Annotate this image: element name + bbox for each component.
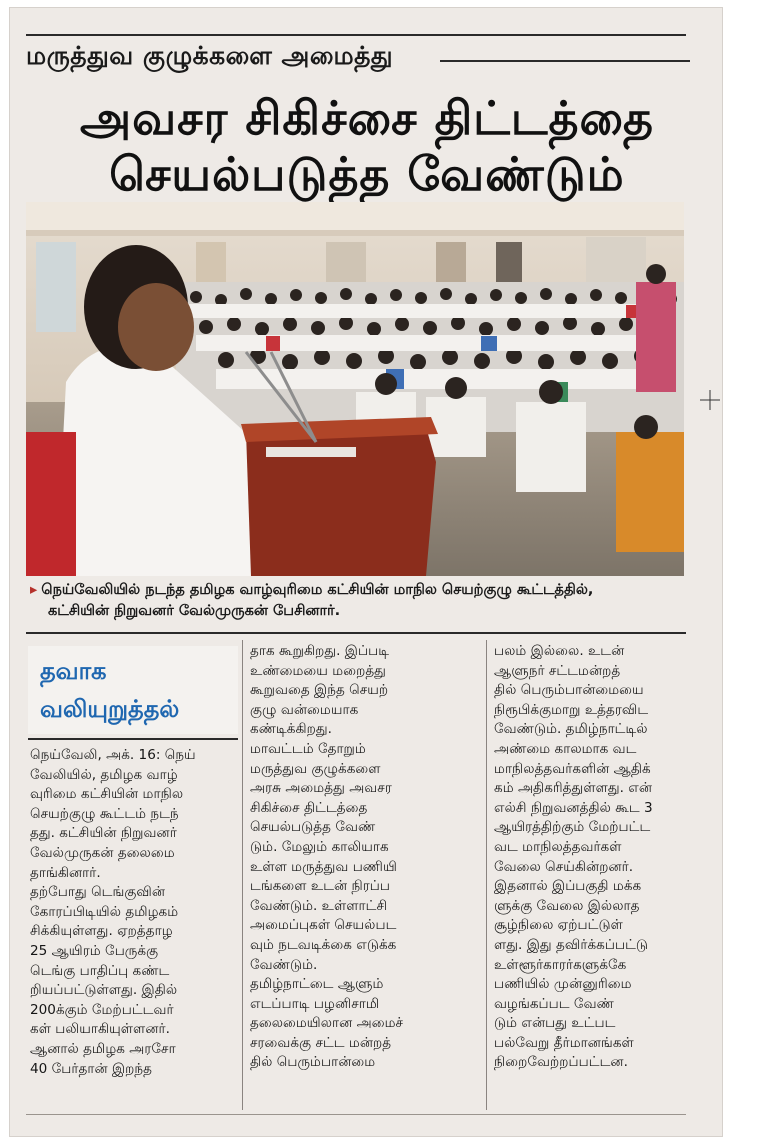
article-line: டெங்கு பாதிப்பு கண்ட: [30, 962, 170, 979]
article-line: உண்மையை மறைத்து: [250, 662, 386, 679]
top-rule: [26, 34, 686, 36]
subhead-line-1: தவாக: [40, 657, 107, 685]
article-line: பல்வேறு தீர்மானங்கள்: [494, 1034, 634, 1051]
article-line: மருத்துவ குழுக்களை: [250, 760, 381, 777]
article-line: அண்மை காலமாக வட: [494, 740, 637, 757]
speaker-at-podium-photo: [26, 202, 684, 576]
article-line: தாங்கினார்.: [30, 864, 101, 881]
subhead-rule: [28, 738, 238, 740]
crosshair-icon: [700, 390, 720, 410]
article-line: ஆளுநர் சட்டமன்றத்: [494, 662, 621, 679]
article-line: பணியில் முன்னுரிமை: [494, 976, 632, 993]
kicker: மருத்துவ குழுக்களை அமைத்து: [26, 41, 394, 70]
article-line: 200க்கும் மேற்பட்டவர்: [30, 1001, 174, 1018]
article-line: எல்சி நிறுவனத்தில் கூட 3: [494, 799, 653, 816]
article-line: தலைமையிலான அமைச்: [250, 1015, 404, 1032]
subhead-line-2: வலியுறுத்தல்: [40, 695, 180, 723]
article-line: டங்களை உடன் நிரப்ப: [250, 878, 391, 895]
article-line: வேல்முருகன் தலைமை: [30, 844, 175, 861]
article-line: கண்டிக்கிறது.: [250, 721, 333, 738]
headline-line2: செயல்படுத்த வேண்டும்: [109, 147, 625, 201]
article-line: நிறைவேற்றப்பட்டன.: [494, 1054, 628, 1071]
article-line: அமைப்புகள் செயல்பட: [250, 917, 397, 934]
article-line: கம் அதிகரித்துள்ளது. என்: [494, 780, 653, 797]
article-column-3: [494, 642, 694, 1073]
article-line: வேண்டும். தமிழ்நாட்டில்: [494, 721, 648, 738]
caption-line-2: கட்சியின் நிறுவனர் வேல்முருகன் பேசினார்.: [48, 603, 341, 619]
article-line: வட மாநிலத்தவர்கள்: [494, 838, 622, 855]
article-line: டும். மேலும் காலியாக: [250, 838, 389, 855]
article-line: ளது. இது தவிர்க்கப்பட்டு: [494, 936, 649, 953]
article-line: ஆயிரத்திற்கும் மேற்பட்ட: [494, 819, 651, 836]
article-line: வேலியில், தமிழக வாழ்: [30, 766, 178, 783]
article-line: கோரப்பிடியில் தமிழகம்: [30, 903, 179, 920]
column-divider-2: [486, 640, 487, 1110]
article-line: வேண்டும். உள்ளாட்சி: [250, 897, 388, 914]
article-line: சரவைக்கு சட்ட மன்றத்: [250, 1034, 392, 1051]
caption-line-1: ▸ நெய்வேலியில் நடந்த தமிழக வாழ்வுரிமை கட்சியின் மாநில செயற்குழு கூட்டத்தில்,: [30, 582, 594, 598]
article-line: இதனால் இப்பகுதி மக்க: [494, 878, 642, 895]
article-column-2: [250, 642, 480, 1073]
article-line: மாவட்டம் தோறும்: [250, 740, 366, 757]
article-photo: [26, 202, 684, 576]
article-line: வுரிமை கட்சியின் மாநில: [30, 786, 184, 803]
article-line: ளுக்கு வேலை இல்லாத: [494, 897, 640, 914]
article-column-1: [30, 746, 236, 1079]
article-line: நிரூபிக்குமாறு உத்தரவிட: [494, 701, 649, 718]
article-line: செயற்குழு கூட்டம் நடந்: [30, 805, 179, 822]
article-line: சூழ்நிலை ஏற்பட்டுள்: [494, 917, 623, 934]
article-line: குழு வன்மையாக: [250, 701, 359, 718]
article-line: நெய்வேலி, அக். 16: நெய்: [30, 747, 196, 763]
article-line: தில் பெரும்பான்மை: [250, 1054, 376, 1071]
column-divider-1: [242, 640, 243, 1110]
article-line: வும் நடவடிக்கை எடுக்க: [250, 936, 397, 953]
article-line: கூறுவதை இந்த செயற்: [250, 682, 389, 699]
article-line: சிக்கியுள்ளது. ஏறத்தாழ: [30, 923, 173, 940]
article-line: தது. கட்சியின் நிறுவனர்: [30, 825, 177, 842]
headline-line1: அவசர சிகிச்சை திட்டத்தை: [80, 91, 654, 145]
photo-caption: [30, 580, 690, 622]
caption-rule: [26, 632, 686, 634]
article-line: தாக கூறுகிறது. இப்படி: [250, 643, 390, 659]
article-line: தற்போது டெங்குவின்: [30, 884, 166, 901]
subhead-box: [28, 646, 238, 734]
article-line: வேண்டும்.: [250, 956, 318, 973]
article-line: ஆனால் தமிழக அரசோ: [30, 1040, 176, 1057]
article-line: றியப்பட்டுள்ளது. இதில்: [30, 982, 178, 999]
article-line: தமிழ்நாட்டை ஆளும்: [250, 976, 384, 993]
article-line: வழங்கப்பட வேண்: [494, 995, 614, 1012]
kicker-rule: [440, 60, 690, 62]
article-line: அரசு அமைத்து அவசர: [250, 780, 392, 797]
article-line: சிகிச்சை திட்டத்தை: [250, 799, 368, 816]
article-line: மாநிலத்தவர்களின் ஆதிக்: [494, 760, 651, 777]
article-line: 25 ஆயிரம் பேருக்கு: [30, 942, 159, 959]
article-line: வேலை செய்கின்றனர்.: [494, 858, 634, 875]
article-line: தில் பெரும்பான்மையை: [494, 682, 644, 699]
bottom-rule: [26, 1114, 686, 1115]
article-line: கள் பலியாகியுள்ளனர்.: [30, 1021, 170, 1038]
article-line: பலம் இல்லை. உடன்: [494, 643, 625, 659]
article-line: எடப்பாடி பழனிசாமி: [250, 995, 380, 1012]
article-line: உள்ள மருத்துவ பணியி: [250, 858, 397, 875]
article-line: 40 பேர்தான் இறந்த: [30, 1060, 152, 1077]
article-line: செயல்படுத்த வேண்: [250, 819, 376, 836]
article-line: உள்ளூர்காரர்களுக்கே: [494, 956, 627, 973]
article-line: டும் என்பது உட்பட: [494, 1015, 616, 1032]
caption-triangle-icon: ▸: [30, 582, 38, 598]
